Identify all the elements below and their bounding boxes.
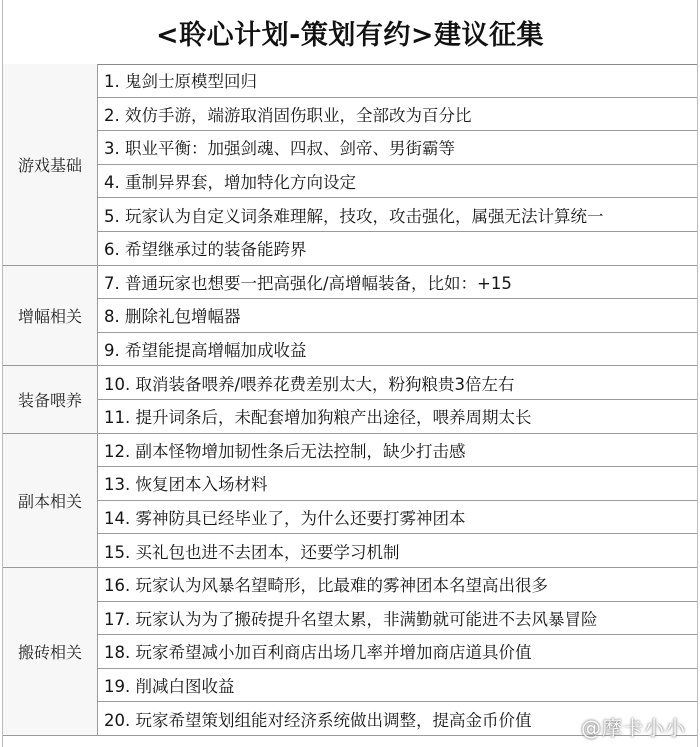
suggestion-item: 1. 鬼剑士原模型回归 bbox=[98, 64, 697, 98]
suggestion-item: 2. 效仿手游，端游取消固伤职业，全部改为百分比 bbox=[98, 98, 697, 132]
suggestion-item: 19. 削减白图收益 bbox=[98, 669, 697, 703]
suggestion-item: 12. 副本怪物增加韧性条后无法控制，缺少打击感 bbox=[98, 434, 697, 468]
suggestion-item: 17. 玩家认为为了搬砖提升名望太累，非满勤就可能进不去风暴冒险 bbox=[98, 602, 697, 636]
suggestion-item: 6. 希望继承过的装备能跨界 bbox=[98, 232, 697, 266]
watermark: @摩卡小小 bbox=[581, 716, 686, 740]
suggestion-table bbox=[3, 64, 697, 736]
suggestion-item: 5. 玩家认为自定义词条难理解，技攻，攻击强化，属强无法计算统一 bbox=[98, 198, 697, 232]
suggestion-item: 10. 取消装备喂养/喂养花费差别太大，粉狗粮贵3倍左右 bbox=[98, 366, 697, 400]
suggestion-item: 16. 玩家认为风暴名望畸形，比最难的雾神团本名望高出很多 bbox=[98, 568, 697, 602]
suggestion-item: 20. 玩家希望策划组能对经济系统做出调整，提高金币价值 bbox=[98, 702, 697, 736]
suggestion-item: 8. 删除礼包增幅器 bbox=[98, 299, 697, 333]
category-cell: 装备喂养 bbox=[3, 366, 98, 433]
suggestion-item: 11. 提升词条后，未配套增加狗粮产出途径，喂养周期太长 bbox=[98, 400, 697, 434]
category-cell: 副本相关 bbox=[3, 434, 98, 568]
suggestion-item: 15. 买礼包也进不去团本，还要学习机制 bbox=[98, 534, 697, 568]
suggestion-item: 7. 普通玩家也想要一把高强化/高增幅装备，比如：+15 bbox=[98, 266, 697, 300]
category-cell: 搬砖相关 bbox=[3, 568, 98, 736]
suggestion-item: 18. 玩家希望减小加百利商店出场几率并增加商店道具价值 bbox=[98, 635, 697, 669]
suggestion-item: 3. 职业平衡：加强剑魂、四叔、剑帝、男街霸等 bbox=[98, 131, 697, 165]
category-cell: 游戏基础 bbox=[3, 64, 98, 266]
suggestion-item: 13. 恢复团本入场材料 bbox=[98, 467, 697, 501]
sheet-title: <聆心计划-策划有约>建议征集 bbox=[3, 0, 697, 65]
suggestion-item: 4. 重制异界套，增加特化方向设定 bbox=[98, 165, 697, 199]
category-cell: 增幅相关 bbox=[3, 266, 98, 367]
suggestion-item: 9. 希望能提高增幅加成收益 bbox=[98, 333, 697, 367]
suggestion-item: 14. 雾神防具已经毕业了，为什么还要打雾神团本 bbox=[98, 501, 697, 535]
suggestion-sheet bbox=[2, 0, 698, 747]
